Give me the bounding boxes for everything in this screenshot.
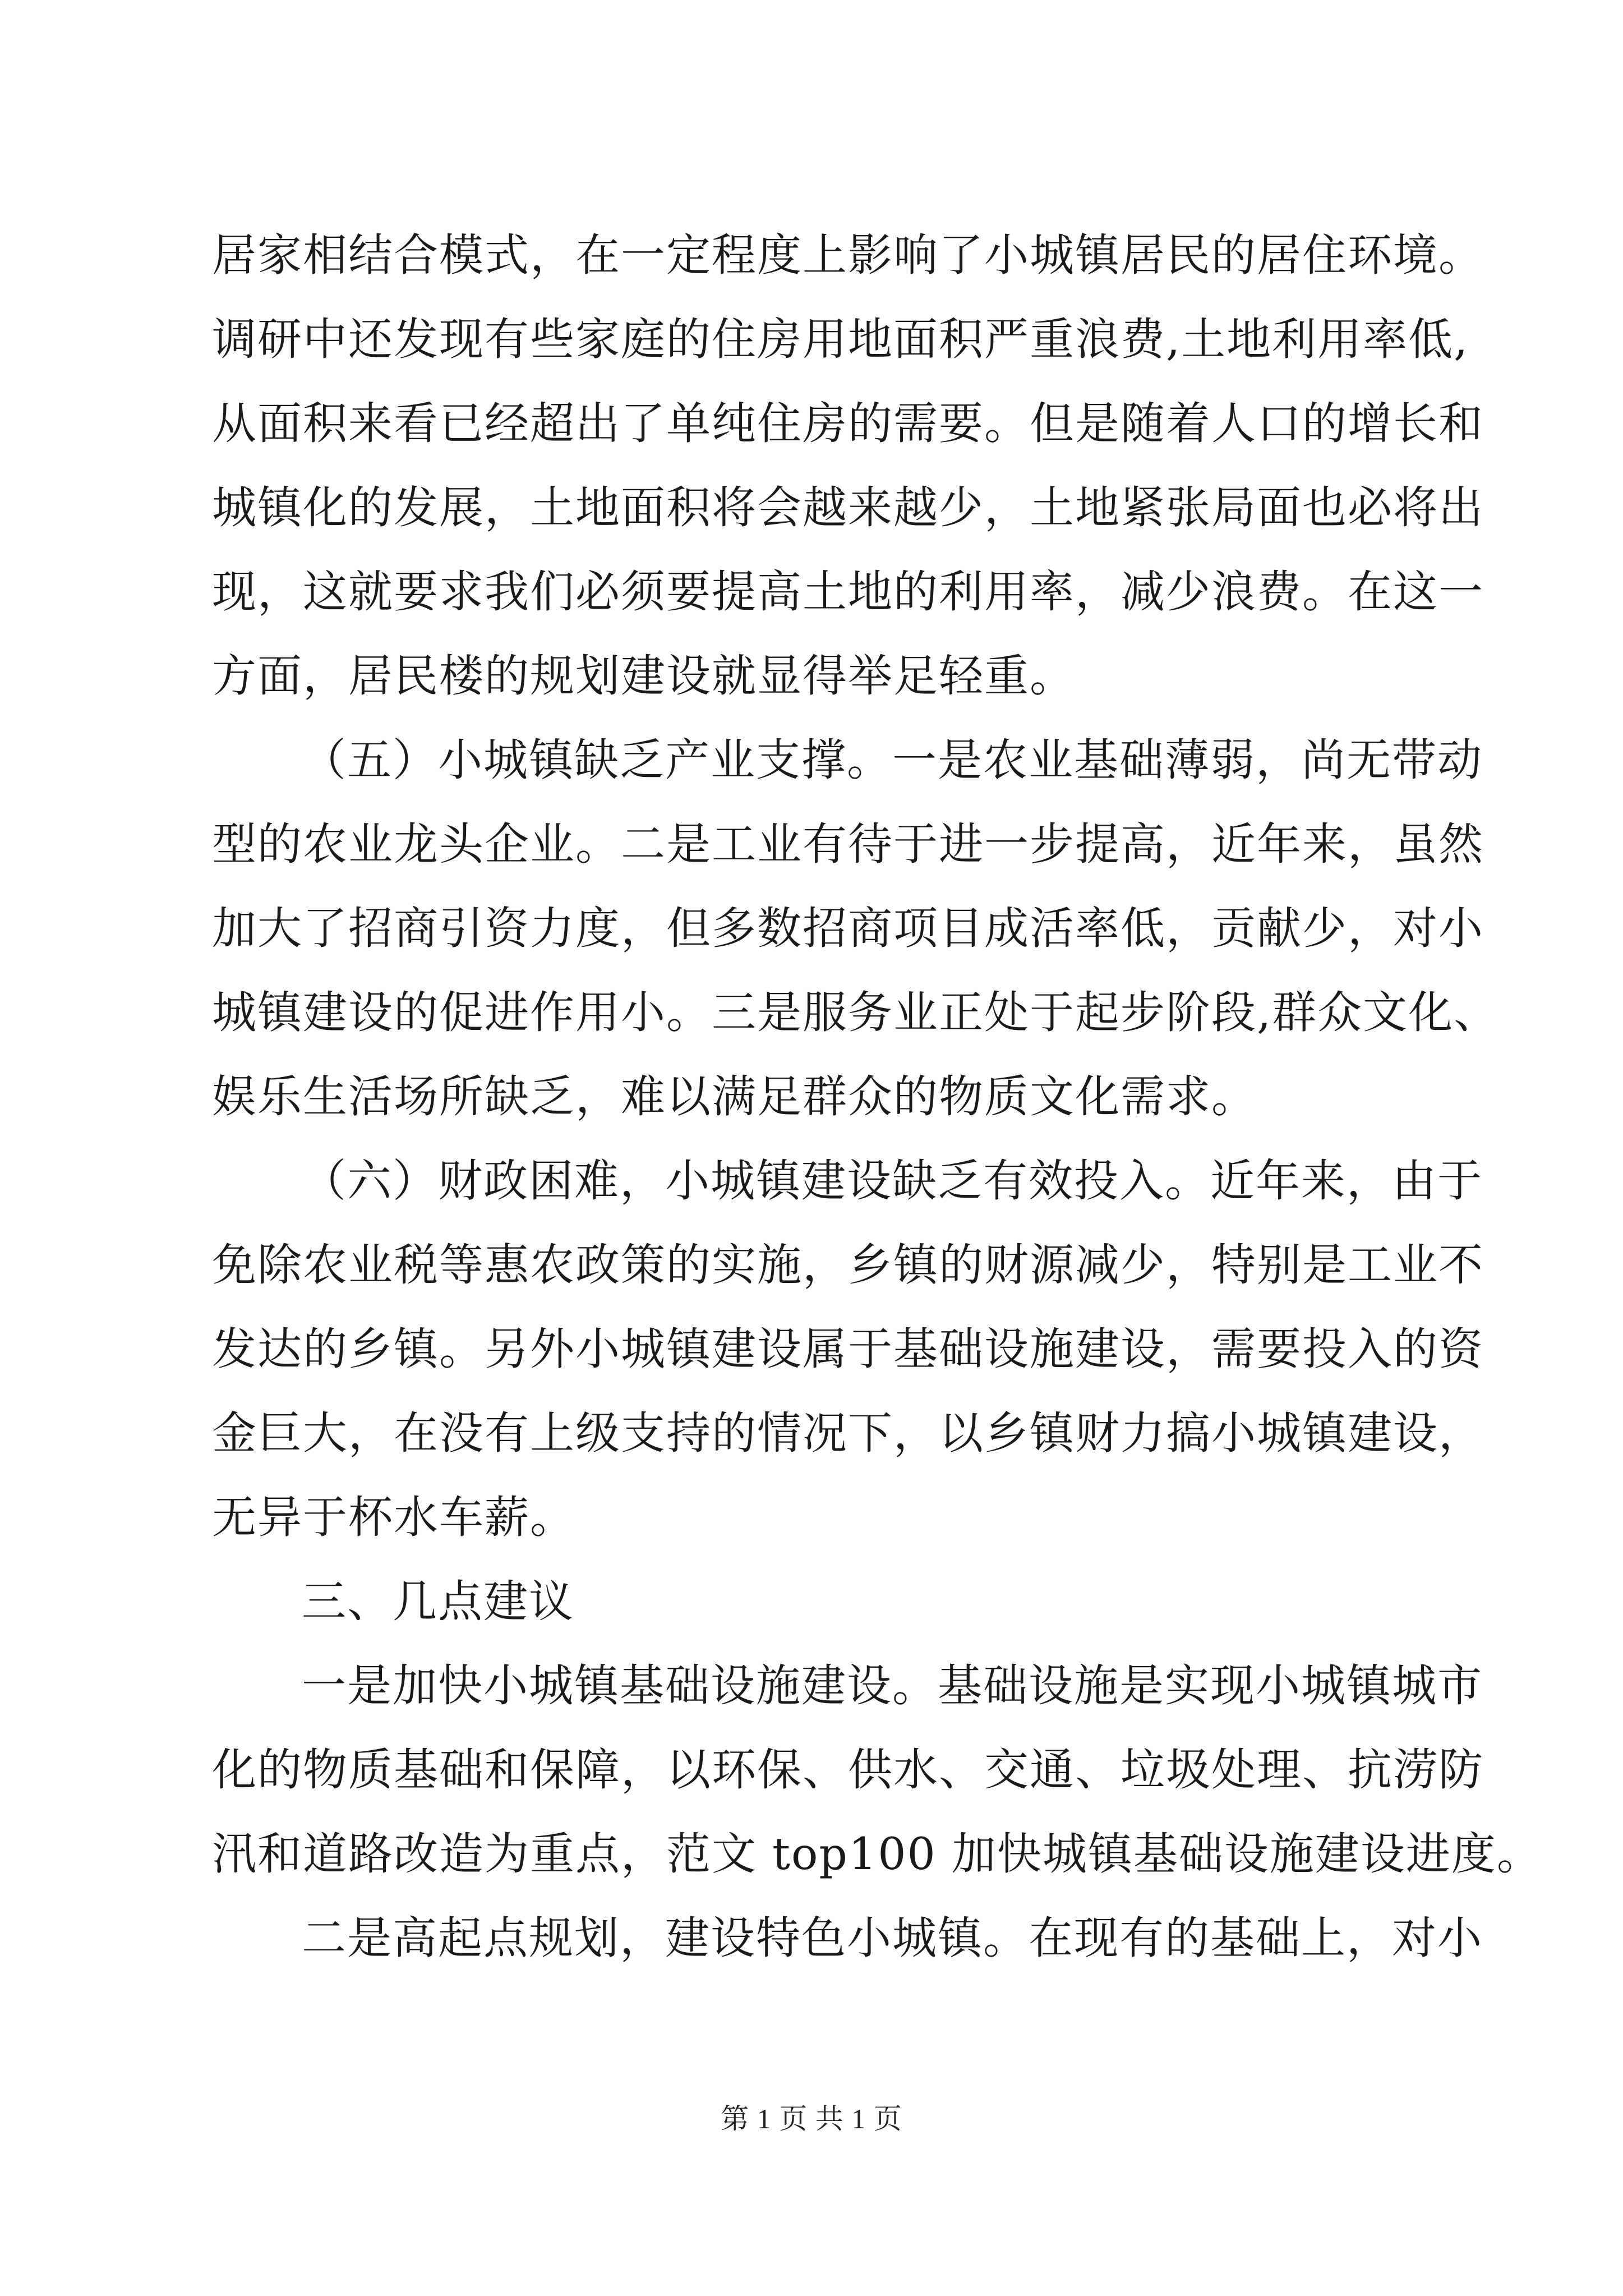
paragraph-start-line: 二是高起点规划，建设特色小城镇。在现有的基础上，对小 (302, 1912, 1483, 1964)
page-number-footer: 第 1 页 共 1 页 (721, 2103, 902, 2134)
text-line: 化的物质基础和保障，以环保、供水、交通、垃圾处理、抗涝防 (212, 1744, 1484, 1796)
text-line: 调研中还发现有些家庭的住房用地面积严重浪费,土地利用率低, (212, 314, 1469, 365)
paragraph-start-line: （六）财政困难，小城镇建设缺乏有效投入。近年来，由于 (302, 1155, 1483, 1207)
section-heading: 三、几点建议 (302, 1576, 574, 1627)
text-line: 型的农业龙头企业。二是工业有待于进一步提高，近年来，虽然 (212, 818, 1484, 870)
paragraph-start-line: （五）小城镇缺乏产业支撑。一是农业基础薄弱，尚无带动 (302, 734, 1483, 786)
text-line: 加大了招商引资力度，但多数招商项目成活率低，贡献少，对小 (212, 903, 1484, 954)
text-line: 发达的乡镇。另外小城镇建设属于基础设施建设，需要投入的资 (212, 1323, 1484, 1375)
text-line: 娱乐生活场所缺乏，难以满足群众的物质文化需求。 (212, 1071, 1257, 1122)
text-line: 城镇建设的促进作用小。三是服务业正处于起步阶段,群众文化、 (212, 987, 1500, 1038)
text-line: 无异于杯水车薪。 (212, 1492, 575, 1543)
text-line: 方面，居民楼的规划建设就显得举足轻重。 (212, 650, 1075, 702)
text-line: 免除农业税等惠农政策的实施，乡镇的财源减少，特别是工业不 (212, 1239, 1484, 1291)
text-line: 城镇化的发展，土地面积将会越来越少，土地紧张局面也必将出 (212, 482, 1484, 533)
paragraph-start-line: 一是加快小城镇基础设施建设。基础设施是实现小城镇城市 (302, 1660, 1483, 1711)
text-line: 汛和道路改造为重点，范文 top100 加快城镇基础设施建设进度。 (212, 1828, 1542, 1880)
text-line: 从面积来看已经超出了单纯住房的需要。但是随着人口的增长和 (212, 398, 1484, 449)
text-line: 居家相结合模式，在一定程度上影响了小城镇居民的居住环境。 (212, 229, 1484, 281)
text-line: 金巨大，在没有上级支持的情况下，以乡镇财力搞小城镇建设， (212, 1407, 1484, 1459)
text-line: 现，这就要求我们必须要提高土地的利用率，减少浪费。在这一 (212, 566, 1484, 618)
